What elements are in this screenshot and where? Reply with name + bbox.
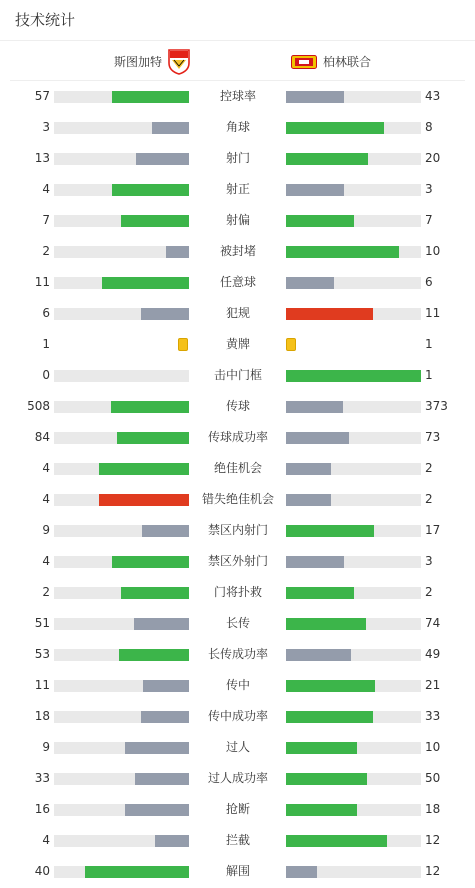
stat-row <box>0 453 475 484</box>
away-value: 2 <box>425 461 433 475</box>
stat-label: 传中成功率 <box>207 709 268 723</box>
stat-label: 长传 <box>225 616 250 630</box>
away-bar <box>286 649 351 661</box>
home-bar <box>111 401 189 413</box>
home-bar-track <box>54 277 189 289</box>
stat-label: 传球 <box>225 399 250 413</box>
home-bar <box>112 556 189 568</box>
away-bar <box>286 184 344 196</box>
stat-label: 被封堵 <box>219 244 256 258</box>
home-value: 0 <box>42 368 50 382</box>
home-bar <box>112 184 189 196</box>
away-value: 12 <box>425 864 441 878</box>
home-value: 4 <box>42 492 50 506</box>
home-bar <box>121 587 189 599</box>
home-bar-track <box>54 556 189 568</box>
home-bar-track <box>54 587 189 599</box>
away-bar <box>286 401 343 413</box>
away-value: 10 <box>425 244 441 258</box>
home-bar <box>99 463 189 475</box>
away-bar <box>286 525 374 537</box>
header <box>0 0 475 41</box>
stat-label: 拦截 <box>225 833 250 847</box>
home-bar <box>134 618 189 630</box>
away-bar-track <box>286 618 421 630</box>
home-value: 4 <box>42 461 50 475</box>
away-value: 50 <box>425 771 441 785</box>
away-bar <box>286 122 384 134</box>
home-value: 2 <box>42 585 50 599</box>
home-bar <box>112 91 189 103</box>
home-value: 13 <box>34 151 50 165</box>
away-bar-track <box>286 432 421 444</box>
home-bar-track <box>54 91 189 103</box>
away-bar <box>286 680 375 692</box>
away-bar-track <box>286 153 421 165</box>
home-value: 3 <box>42 120 50 134</box>
home-bar-track <box>54 494 189 506</box>
away-yellow-card-icon <box>286 338 296 351</box>
away-bar <box>286 463 331 475</box>
home-bar <box>141 308 189 320</box>
home-bar-track <box>54 835 189 847</box>
home-value: 40 <box>34 864 50 878</box>
home-value: 33 <box>34 771 50 785</box>
home-value: 16 <box>34 802 50 816</box>
away-bar-track <box>286 308 421 320</box>
home-value: 508 <box>27 399 50 413</box>
away-bar-track <box>286 742 421 754</box>
home-bar <box>142 525 189 537</box>
home-bar-track <box>54 463 189 475</box>
stat-label: 任意球 <box>219 275 256 289</box>
away-value: 20 <box>425 151 441 165</box>
stat-row <box>0 422 475 453</box>
stat-label: 门将扑救 <box>213 585 262 599</box>
home-bar <box>119 649 189 661</box>
home-bar <box>141 711 189 723</box>
away-bar-track <box>286 494 421 506</box>
away-team-name: 柏林联合 <box>323 55 372 69</box>
away-bar-track <box>286 649 421 661</box>
home-team-crest-icon <box>168 49 190 75</box>
away-bar-track <box>286 215 421 227</box>
home-team[interactable] <box>114 49 190 75</box>
away-bar-track <box>286 122 421 134</box>
stat-row <box>0 794 475 825</box>
away-value: 7 <box>425 213 433 227</box>
stat-row <box>0 825 475 856</box>
home-yellow-card-icon <box>178 338 188 351</box>
away-value: 43 <box>425 89 441 103</box>
away-value: 74 <box>425 616 441 630</box>
home-value: 1 <box>42 337 50 351</box>
home-value: 11 <box>34 275 50 289</box>
home-bar <box>136 153 189 165</box>
away-value: 1 <box>425 368 433 382</box>
away-bar <box>286 835 387 847</box>
away-bar <box>286 246 399 258</box>
stat-row <box>0 391 475 422</box>
stat-label: 解围 <box>225 864 250 878</box>
away-value: 10 <box>425 740 441 754</box>
stat-row <box>0 639 475 670</box>
away-bar-track <box>286 525 421 537</box>
away-value: 33 <box>425 709 441 723</box>
teams-row <box>10 41 465 81</box>
away-bar-track <box>286 91 421 103</box>
away-bar-track <box>286 835 421 847</box>
home-value: 6 <box>42 306 50 320</box>
home-bar-track <box>54 525 189 537</box>
home-value: 18 <box>34 709 50 723</box>
home-value: 57 <box>34 89 50 103</box>
away-bar <box>286 773 367 785</box>
away-bar <box>286 556 344 568</box>
home-bar <box>155 835 189 847</box>
stat-row <box>0 112 475 143</box>
page-title: 技术统计 <box>15 11 76 29</box>
stat-label: 长传成功率 <box>207 647 268 661</box>
away-bar-track <box>286 773 421 785</box>
away-bar <box>286 804 357 816</box>
home-bar-track <box>54 711 189 723</box>
stat-label: 射门 <box>225 151 250 165</box>
away-bar <box>286 618 366 630</box>
stat-label: 错失绝佳机会 <box>201 492 274 506</box>
home-value: 11 <box>34 678 50 692</box>
home-bar <box>121 215 189 227</box>
away-value: 3 <box>425 182 433 196</box>
away-bar-track <box>286 246 421 258</box>
stat-label: 射偏 <box>225 213 250 227</box>
away-value: 6 <box>425 275 433 289</box>
home-bar-track <box>54 184 189 196</box>
away-bar <box>286 153 368 165</box>
away-value: 373 <box>425 399 448 413</box>
away-value: 17 <box>425 523 441 537</box>
stat-label: 传中 <box>225 678 250 692</box>
stat-row <box>0 701 475 732</box>
stat-label: 击中门框 <box>213 368 262 382</box>
away-bar <box>286 215 354 227</box>
stat-row <box>0 763 475 794</box>
away-value: 18 <box>425 802 441 816</box>
home-bar-track <box>54 370 189 382</box>
away-bar <box>286 432 349 444</box>
home-bar-track <box>54 773 189 785</box>
away-value: 2 <box>425 492 433 506</box>
stat-row <box>0 484 475 515</box>
home-bar <box>117 432 189 444</box>
home-bar-track <box>54 680 189 692</box>
away-value: 73 <box>425 430 441 444</box>
away-bar-track <box>286 556 421 568</box>
stat-row <box>0 608 475 639</box>
home-bar <box>166 246 189 258</box>
home-bar-track <box>54 804 189 816</box>
home-bar-track <box>54 432 189 444</box>
stat-label: 抢断 <box>225 802 250 816</box>
away-bar <box>286 91 344 103</box>
stat-row <box>0 329 475 360</box>
stat-label: 传球成功率 <box>207 430 268 444</box>
away-bar-track <box>286 401 421 413</box>
home-bar <box>102 277 189 289</box>
away-bar-track <box>286 711 421 723</box>
home-value: 51 <box>34 616 50 630</box>
away-bar-track <box>286 370 421 382</box>
home-bar-track <box>54 742 189 754</box>
home-value: 9 <box>42 740 50 754</box>
stat-row <box>0 732 475 763</box>
stat-row <box>0 143 475 174</box>
stat-row <box>0 670 475 701</box>
home-value: 9 <box>42 523 50 537</box>
stat-label: 犯规 <box>225 306 250 320</box>
away-bar-track <box>286 463 421 475</box>
home-value: 2 <box>42 244 50 258</box>
home-value: 53 <box>34 647 50 661</box>
home-bar-track <box>54 246 189 258</box>
away-value: 49 <box>425 647 441 661</box>
away-value: 11 <box>425 306 441 320</box>
away-value: 2 <box>425 585 433 599</box>
stat-row <box>0 267 475 298</box>
home-bar <box>125 804 189 816</box>
home-bar <box>125 742 189 754</box>
stat-row <box>0 236 475 267</box>
stat-row <box>0 360 475 391</box>
stat-label: 过人 <box>225 740 250 754</box>
home-bar-track <box>54 308 189 320</box>
stat-row <box>0 174 475 205</box>
away-bar-track <box>286 184 421 196</box>
home-team-name: 斯图加特 <box>114 55 163 69</box>
away-value: 1 <box>425 337 433 351</box>
away-bar <box>286 370 421 382</box>
away-bar <box>286 308 373 320</box>
away-bar <box>286 711 373 723</box>
stat-label: 黄牌 <box>225 337 250 351</box>
home-value: 4 <box>42 182 50 196</box>
away-bar <box>286 742 357 754</box>
home-bar <box>85 866 189 878</box>
stat-row <box>0 515 475 546</box>
home-bar-track <box>54 866 189 878</box>
stat-row <box>0 577 475 608</box>
stat-row <box>0 81 475 112</box>
away-team[interactable] <box>291 49 371 75</box>
stat-row <box>0 298 475 329</box>
home-bar <box>143 680 189 692</box>
stat-row <box>0 856 475 887</box>
away-value: 21 <box>425 678 441 692</box>
away-bar-track <box>286 277 421 289</box>
home-value: 4 <box>42 554 50 568</box>
stat-label: 禁区内射门 <box>207 523 268 537</box>
home-value: 7 <box>42 213 50 227</box>
away-bar <box>286 494 331 506</box>
away-team-crest-icon <box>291 55 317 69</box>
stat-label: 角球 <box>225 120 250 134</box>
away-bar <box>286 277 334 289</box>
stat-label: 过人成功率 <box>207 771 268 785</box>
home-bar-track <box>54 618 189 630</box>
away-bar-track <box>286 587 421 599</box>
away-bar-track <box>286 680 421 692</box>
away-bar-track <box>286 804 421 816</box>
away-bar-track <box>286 866 421 878</box>
away-value: 3 <box>425 554 433 568</box>
stat-label: 控球率 <box>219 89 256 103</box>
home-bar <box>99 494 189 506</box>
home-bar <box>135 773 189 785</box>
stat-label: 绝佳机会 <box>213 461 262 475</box>
home-bar-track <box>54 401 189 413</box>
away-bar <box>286 866 317 878</box>
home-value: 84 <box>34 430 50 444</box>
stat-row <box>0 205 475 236</box>
home-bar-track <box>54 153 189 165</box>
away-value: 8 <box>425 120 433 134</box>
stat-label: 射正 <box>225 182 250 196</box>
home-bar-track <box>54 649 189 661</box>
home-bar <box>152 122 189 134</box>
home-value: 4 <box>42 833 50 847</box>
stat-label: 禁区外射门 <box>207 554 268 568</box>
away-bar <box>286 587 354 599</box>
stat-row <box>0 546 475 577</box>
away-value: 12 <box>425 833 441 847</box>
home-bar-track <box>54 215 189 227</box>
home-bar-track <box>54 122 189 134</box>
